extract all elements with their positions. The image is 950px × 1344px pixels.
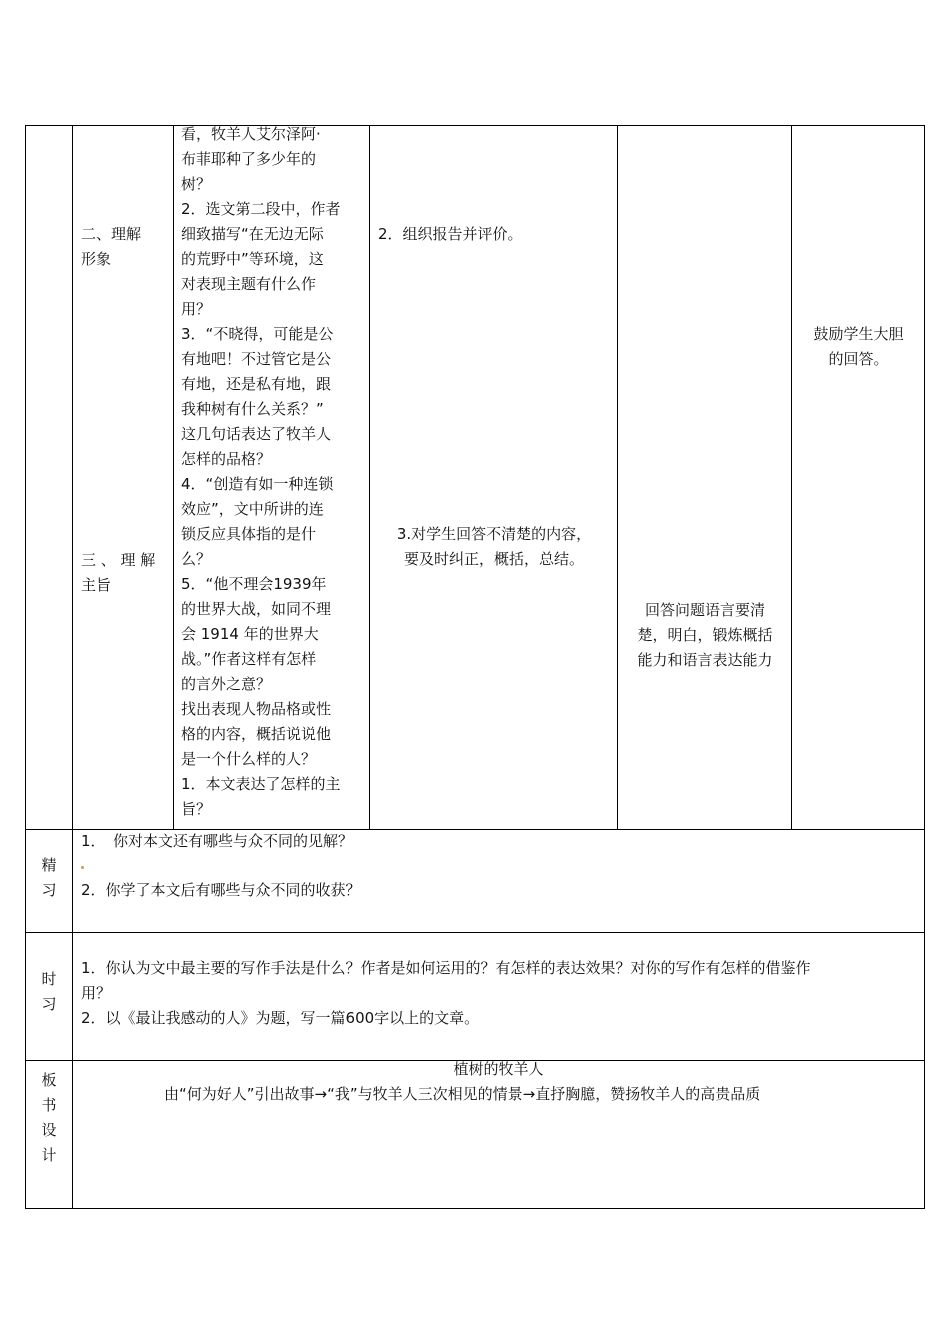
design-intent-line3: 能力和语言表达能力 — [637, 651, 773, 669]
intent-col-divider — [791, 125, 792, 829]
jingxi-item-1: 1． 你对本文还有哪些与众不同的见解？ — [81, 832, 354, 850]
question-line: 5．“他不理会1939年 — [181, 575, 327, 593]
question-line: 的荒野中”等环境，这 — [181, 250, 324, 268]
question-line: 旨？ — [181, 800, 212, 818]
question-line: 这几句话表达了牧羊人 — [181, 425, 332, 443]
jingxi-label-char1: 精 — [41, 856, 57, 874]
board-label-char3: 设 — [41, 1121, 57, 1139]
shixi-item-1-cont: 用？ — [81, 984, 112, 1002]
board-title: 植树的牧羊人 — [453, 1060, 544, 1078]
question-line: 有地，还是私有地，跟 — [181, 375, 332, 393]
question-line: 布菲耶种了多少年的 — [181, 150, 317, 168]
question-line: 用？ — [181, 300, 212, 318]
question-line: 找出表现人物品格或性 — [181, 700, 332, 718]
question-line: 2．选文第二段中，作者 — [181, 200, 341, 218]
stage-understand-theme-line1: 三 、 理 解 — [81, 551, 156, 569]
teacher-activity-1: 2．组织报告并评价。 — [378, 225, 523, 243]
table-right-border — [924, 125, 925, 1209]
label-col-divider — [72, 125, 73, 1209]
question-col-divider — [369, 125, 370, 829]
teacher-col-divider — [617, 125, 618, 829]
jingxi-item-2: 2．你学了本文后有哪些与众不同的收获？ — [81, 881, 361, 899]
question-line: 会 1914 年的世界大 — [181, 625, 319, 643]
question-line: 树？ — [181, 175, 212, 193]
question-line: 看，牧羊人艾尔泽阿· — [181, 125, 321, 143]
question-line: 细致描写“在无边无际 — [181, 225, 324, 243]
notes-line2: 的回答。 — [828, 350, 889, 368]
board-label-char4: 计 — [41, 1146, 57, 1164]
design-intent-line1: 回答问题语言要清 — [644, 601, 765, 619]
question-line: 我种树有什么关系？” — [181, 400, 324, 418]
question-line: 的世界大战，如同不理 — [181, 600, 332, 618]
question-line: 战。”作者这样有怎样 — [181, 650, 317, 668]
question-line: 的言外之意？ — [181, 675, 272, 693]
notes-line1: 鼓励学生大胆 — [813, 325, 904, 343]
question-line: 对表现主题有什么作 — [181, 275, 317, 293]
board-label-char2: 书 — [41, 1096, 57, 1114]
stage-col-divider — [173, 125, 174, 829]
question-line: 3．“不晓得，可能是公 — [181, 325, 334, 343]
board-label-char1: 板 — [41, 1071, 57, 1089]
question-line: 格的内容，概括说说他 — [181, 725, 332, 743]
question-line: 是一个什么样的人？ — [181, 750, 317, 768]
decorative-dot — [81, 866, 84, 869]
jingxi-label-char2: 习 — [41, 881, 57, 899]
question-line: 有地吧！不过管它是公 — [181, 350, 332, 368]
stage-understand-image-line2: 形象 — [81, 250, 112, 268]
table-left-border — [25, 125, 26, 1209]
board-summary: 由“何为好人”引出故事→“我”与牧羊人三次相见的情景→直抒胸臆，赞扬牧羊人的高贵品质 — [164, 1085, 761, 1103]
question-line: 怎样的品格？ — [181, 450, 272, 468]
question-line: 效应”，文中所讲的连 — [181, 500, 324, 518]
shixi-label-char1: 时 — [41, 970, 57, 988]
table-top-border — [25, 125, 925, 126]
teacher-activity-2-line2: 要及时纠正，概括，总结。 — [403, 550, 584, 568]
question-line: 锁反应具体指的是什 — [181, 525, 317, 543]
question-line: 1．本文表达了怎样的主 — [181, 775, 341, 793]
row-divider-2 — [25, 932, 925, 933]
teacher-activity-2-line1: 3.对学生回答不清楚的内容， — [396, 525, 592, 543]
design-intent-line2: 楚，明白，锻炼概括 — [637, 626, 773, 644]
stage-understand-image-line1: 二、理解 — [81, 225, 142, 243]
table-bottom-border — [25, 1208, 925, 1209]
question-line: 么？ — [181, 550, 212, 568]
shixi-label-char2: 习 — [41, 995, 57, 1013]
shixi-item-1: 1．你认为文中最主要的写作手法是什么？作者是如何运用的？有怎样的表达效果？对你的写作有怎样的借鉴作 — [81, 959, 811, 977]
question-line: 4．“创造有如一种连锁 — [181, 475, 334, 493]
shixi-item-2: 2．以《最让我感动的人》为题，写一篇600字以上的文章。 — [81, 1009, 480, 1027]
stage-understand-theme-line2: 主旨 — [81, 576, 112, 594]
